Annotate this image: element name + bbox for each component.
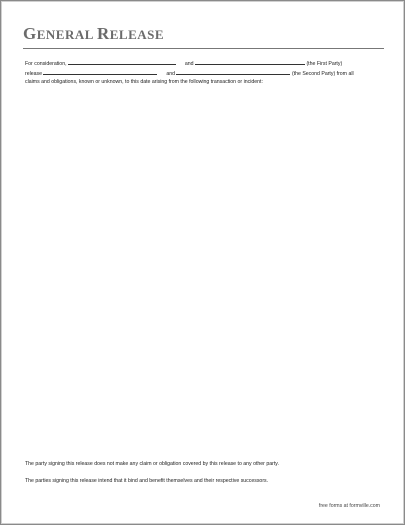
claims-text: claims and obligations, known or unknown, to this date arising from the following transaction or incident: bbox=[25, 79, 263, 85]
blank-field-2[interactable] bbox=[43, 69, 157, 75]
document-title bbox=[23, 25, 164, 43]
title-initial-r: R bbox=[96, 24, 110, 43]
second-party-label: (the Second Party) from all bbox=[291, 70, 354, 77]
release-text: release bbox=[25, 70, 43, 77]
consideration-line-3 bbox=[25, 78, 385, 88]
first-party-label: (the First Party) bbox=[306, 61, 343, 67]
title-initial-g: G bbox=[23, 24, 37, 43]
first-party-field[interactable] bbox=[195, 59, 305, 65]
and-text: and bbox=[184, 61, 194, 67]
title-word-release: ELEASE bbox=[109, 27, 165, 42]
consideration-text: For consideration, bbox=[25, 61, 67, 67]
title-divider bbox=[23, 48, 384, 49]
second-party-field[interactable] bbox=[176, 69, 290, 75]
footer-credit: free forms at formville.com bbox=[318, 503, 380, 509]
title-word-general: ENERAL bbox=[36, 27, 97, 42]
and-text-2: and bbox=[166, 70, 176, 77]
no-admission-clause bbox=[25, 460, 385, 470]
binding-clause bbox=[25, 477, 385, 487]
binding-text: The parties signing this release intend that it bind and benefit themselves and their respective successors. bbox=[25, 478, 269, 484]
no-admission-text: The party signing this release does not make any claim or obligation covered by this release to any other party. bbox=[25, 461, 279, 467]
blank-field-1[interactable] bbox=[68, 59, 176, 65]
